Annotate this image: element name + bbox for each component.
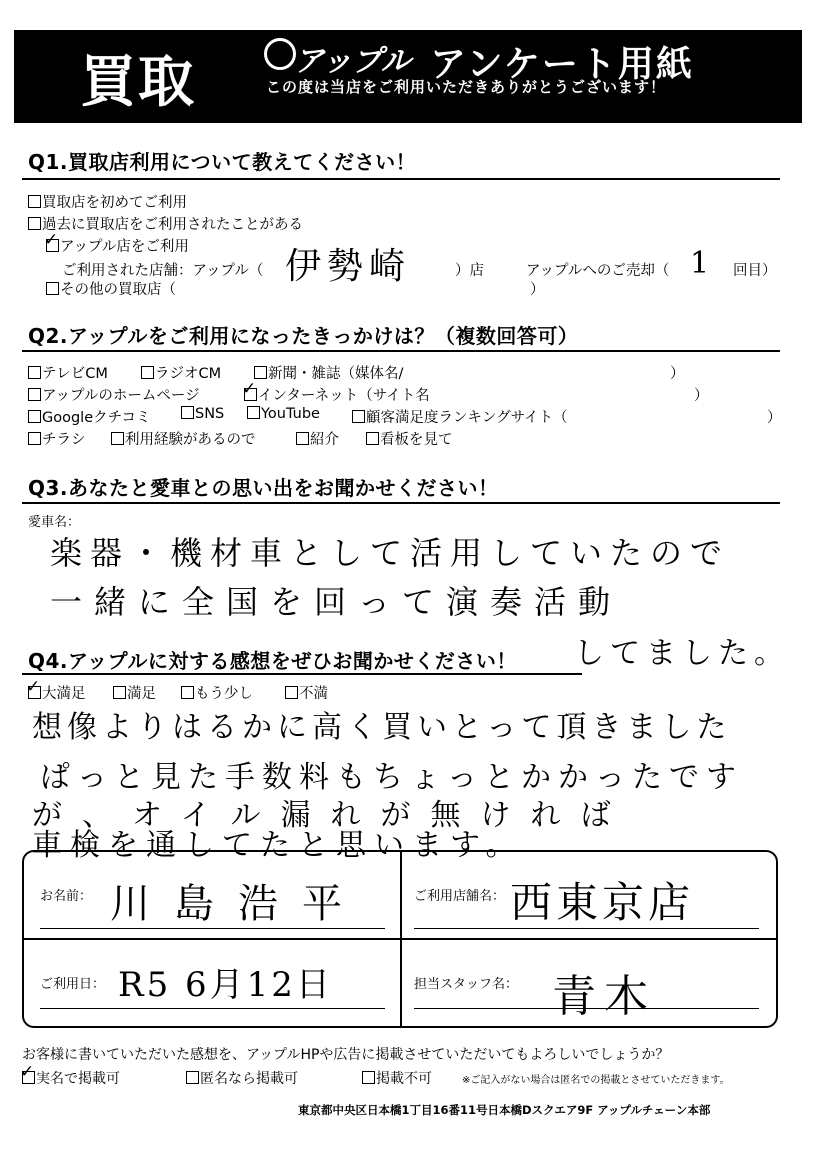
checkbox-icon[interactable] — [28, 410, 41, 423]
staff-value[interactable]: 青木 — [552, 971, 656, 1022]
consent-note: ※ご記入がない場合は匿名での掲載とさせていただきます。 — [462, 1075, 730, 1086]
q4-rule — [22, 673, 582, 675]
date-label: ご利用日： — [40, 977, 106, 992]
q1-store-suffix: ）店 — [455, 263, 484, 279]
checkbox-icon[interactable] — [28, 217, 41, 230]
q1-other-close: ） — [530, 282, 545, 298]
q2-option-experience[interactable]: 利用経験があるので — [111, 428, 256, 449]
q1-option-other[interactable]: その他の買取店（ — [46, 278, 176, 299]
q2-row3-close: ） — [767, 410, 782, 426]
q2-option-referral[interactable]: 紹介 — [296, 428, 339, 449]
header-big-title: 買取 — [80, 50, 196, 115]
q1-store-value[interactable]: 伊勢崎 — [285, 246, 412, 287]
info-box-row-divider — [22, 938, 778, 940]
checkbox-icon[interactable] — [28, 195, 41, 208]
q4-option-very-satisfied[interactable]: ✓大満足 — [28, 682, 86, 703]
q4-heading: Q4.アップルに対する感想をぜひお聞かせください！ — [28, 649, 517, 673]
consent-option-decline[interactable]: 掲載不可 — [362, 1068, 432, 1088]
q2-row1-close: ） — [670, 366, 685, 382]
q4-answer-line-2[interactable]: ぱっと見た手数料もちょっとかかったです — [40, 760, 743, 795]
q4-answer-line-1[interactable]: 想像よりはるかに高く買いとって頂きました — [32, 710, 732, 745]
checked-checkbox-icon[interactable] — [244, 388, 257, 401]
footer-address: 東京都中央区日本橋1丁目16番11号日本橋Dスクエア9F アップルチェーン本部 — [298, 1103, 711, 1117]
store-name-value[interactable]: 西東京店 — [510, 878, 695, 927]
q1-store-label: ご利用された店舗：アップル（ — [62, 263, 264, 279]
checkbox-icon[interactable] — [28, 388, 41, 401]
checked-checkbox-icon[interactable] — [28, 686, 41, 699]
checkbox-icon[interactable] — [46, 282, 59, 295]
checkbox-icon[interactable] — [111, 432, 124, 445]
checkbox-icon[interactable] — [285, 686, 298, 699]
q4-answer-line-3[interactable]: が、オイル漏れが無ければ — [32, 798, 631, 833]
checkbox-icon[interactable] — [181, 406, 194, 419]
q4-option-dissatisfied[interactable]: 不満 — [285, 682, 328, 703]
staff-underline — [414, 1008, 759, 1009]
header-subtitle: この度は当店をご利用いただきありがとうございます！ — [266, 78, 667, 96]
checkbox-icon[interactable] — [296, 432, 309, 445]
q3-answer-line-2[interactable]: 一緒に全国を回って演奏活動 — [50, 583, 623, 621]
name-label: お名前： — [40, 889, 93, 904]
q2-rule — [22, 350, 780, 352]
q2-heading: Q2.アップルをご利用になったきっかけは？（複数回答可） — [28, 324, 579, 348]
q2-option-flyer[interactable]: チラシ — [28, 428, 86, 449]
staff-label: 担当スタッフ名： — [414, 977, 519, 992]
q1-option-apple[interactable]: ✓アップル店をご利用 — [46, 235, 189, 256]
date-underline — [40, 1008, 385, 1009]
q1-count-value[interactable]: 1 — [690, 246, 716, 281]
q4-answer-line-4[interactable]: 車検を通してたと思います。 — [32, 828, 524, 863]
q3-answer-line-1[interactable]: 楽器・機材車として活用していたので — [50, 534, 731, 572]
store-name-label: ご利用店舗名： — [414, 889, 506, 904]
checkbox-icon[interactable] — [141, 366, 154, 379]
q2-row2-close: ） — [694, 388, 709, 404]
checkbox-icon[interactable] — [247, 406, 260, 419]
header-logo-text: アップル — [294, 44, 411, 79]
q2-option-youtube[interactable]: YouTube — [247, 406, 320, 422]
store-underline — [414, 928, 759, 929]
q4-option-more[interactable]: もう少し — [181, 682, 253, 703]
apple-logo-icon — [264, 38, 296, 70]
q2-option-sns[interactable]: SNS — [181, 406, 224, 422]
checked-checkbox-icon[interactable] — [46, 239, 59, 252]
consent-option-real-name[interactable]: ✓実名で掲載可 — [22, 1068, 120, 1088]
checked-checkbox-icon[interactable] — [22, 1071, 35, 1084]
q3-car-label: 愛車名： — [28, 515, 81, 530]
checkbox-icon[interactable] — [181, 686, 194, 699]
checkbox-icon[interactable] — [186, 1071, 199, 1084]
checkbox-icon[interactable] — [28, 366, 41, 379]
name-value[interactable]: 川島浩平 — [110, 881, 366, 927]
q2-option-newspaper[interactable]: 新聞・雑誌（媒体名/ — [254, 362, 403, 383]
checkbox-icon[interactable] — [366, 432, 379, 445]
header-title: アンケート用紙 — [430, 44, 694, 85]
q3-answer-cont[interactable]: してました。 — [574, 636, 790, 671]
q1-rule — [22, 178, 780, 180]
consent-question: お客様に書いていただいた感想を、アップルHPや広告に掲載させていただいてもよろしいでしょうか？ — [22, 1047, 670, 1063]
checkbox-icon[interactable] — [352, 410, 365, 423]
checkbox-icon[interactable] — [28, 432, 41, 445]
q2-option-google[interactable]: Googleクチコミ — [28, 406, 151, 427]
q2-option-radio[interactable]: ラジオCM — [141, 362, 221, 383]
date-value[interactable]: R5 6月12日 — [118, 965, 333, 1005]
q1-count-suffix: 回目） — [733, 263, 777, 279]
q3-rule — [22, 502, 780, 504]
q1-heading: Q1.買取店利用について教えてください！ — [28, 150, 417, 174]
q2-option-internet[interactable]: ✓ インターネット（サイト名 — [244, 384, 430, 405]
q2-option-homepage[interactable]: アップルのホームページ — [28, 384, 200, 405]
q4-option-satisfied[interactable]: 満足 — [113, 682, 156, 703]
q2-option-signboard[interactable]: 看板を見て — [366, 428, 453, 449]
checkbox-icon[interactable] — [113, 686, 126, 699]
q2-option-tv[interactable]: テレビCM — [28, 362, 108, 383]
q1-option-first-time[interactable]: 買取店を初めてご利用 — [28, 191, 187, 212]
checkbox-icon[interactable] — [254, 366, 267, 379]
q2-option-ranking[interactable]: 顧客満足度ランキングサイト（ — [352, 406, 568, 427]
checkbox-icon[interactable] — [362, 1071, 375, 1084]
q3-heading: Q3.あなたと愛車との思い出をお聞かせください！ — [28, 476, 499, 500]
q1-count-label: アップルへのご売却（ — [526, 263, 670, 279]
name-underline — [40, 928, 385, 929]
consent-option-anonymous[interactable]: 匿名なら掲載可 — [186, 1068, 298, 1088]
q1-option-past-use[interactable]: 過去に買取店をご利用されたことがある — [28, 213, 303, 234]
